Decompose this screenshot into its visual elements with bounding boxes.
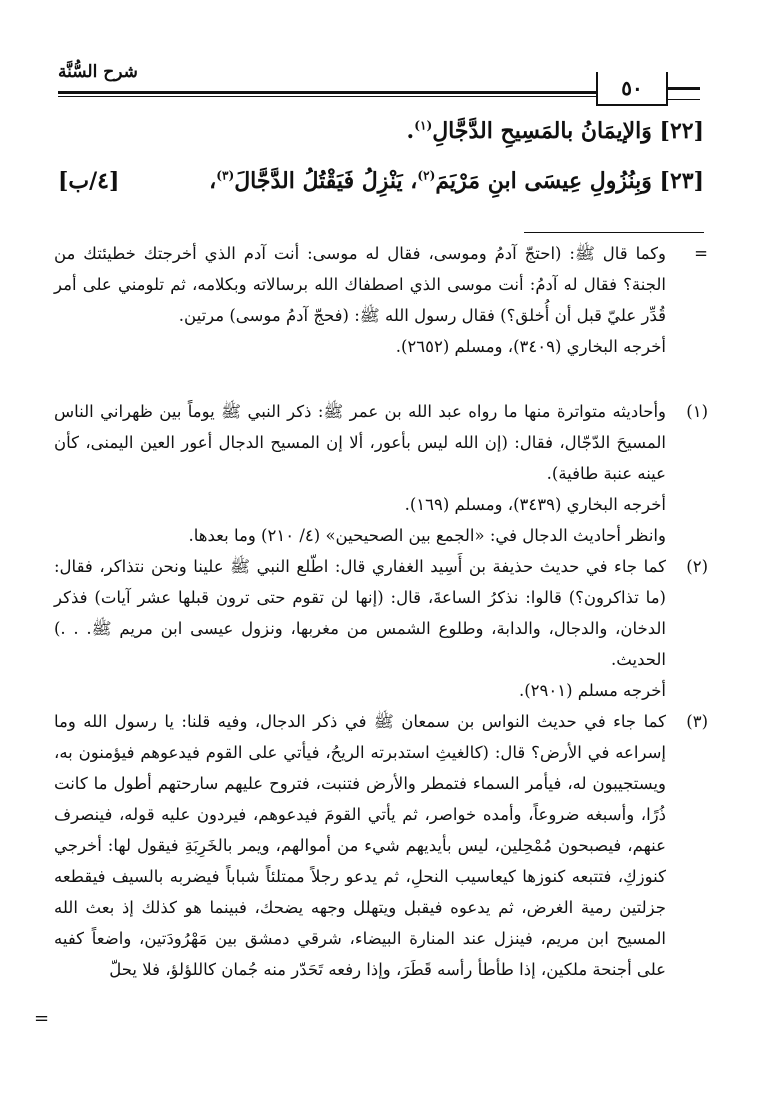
footnote-separator: [524, 232, 704, 233]
footnote-ref-1[interactable]: (١): [414, 118, 433, 133]
footnote-1: [54, 396, 708, 551]
footnote-paragraph: كما جاء في حديث حذيفة بن أَسِيد الغفاري قال: اطّلع النبي ﷺ علينا ونحن نتذاكر، فقال: (ما تذاكرون؟) قالوا: نذكرُ الساعةَ، قال: (إنها لن تقوم حتى ترون قبلها عشر آيات) فذكر الدخان، والدجال، والدابة، وطلوع الشمس من مغربها، ونزول عيسى ابن مريم ﷺ. . .) الحديث.: [54, 557, 666, 669]
main-line-22: [٢٢] وَالإيمَانُ بالمَسِيحِ الدَّجَّالِ$^{(١)}$.: [406, 118, 704, 144]
footnote-paragraph: وكما قال ﷺ: (احتجّ آدمُ وموسى، فقال له موسى: أنت آدم الذي أخرجتك خطيئتك من الجنة؟ فقال له آدمُ: أنت موسى الذي اصطفاك الله برسالاته وبكلامه، ثم تلومني على أمر قُدِّر عليّ قبل أن أُخلق؟) فقال رسول الله ﷺ: (فحجّ آدمُ موسى) مرتين.: [54, 244, 666, 325]
footnote-ref-3[interactable]: (٣): [216, 168, 235, 183]
footnote-2: [54, 551, 708, 706]
footnote-paragraph: وأحاديثه متواترة منها ما رواه عبد الله بن عمر ﷺ: ذكر النبي ﷺ يوماً بين ظهراني الناس المسيحَ الدّجّال، فقال: (إن الله ليس بأعور، ألا إن المسيح الدجال أعور العين اليمنى، كأن عينه عنبة طافية).: [54, 402, 666, 483]
footnote-continued-mark: =: [694, 244, 708, 263]
continues-mark: =: [34, 1008, 50, 1029]
main-line-23: [58, 168, 704, 194]
footnote-continued: [54, 238, 708, 362]
footnote-3: [54, 706, 708, 985]
main-text-23c: ،: [209, 168, 217, 194]
header-rule: [58, 91, 662, 94]
footnote-body: [54, 551, 666, 706]
footnote-citation: أخرجه مسلم (٢٩٠١).: [518, 681, 666, 700]
footnote-body: [54, 706, 666, 985]
footnote-ref-2[interactable]: (٢): [417, 168, 436, 183]
running-header-title: شرح السُّنَّة: [58, 62, 138, 82]
main-text-23a: [٢٣] وَبِنُزُولِ عِيسَى ابنِ مَرْيَمَ: [435, 168, 704, 194]
header-rule-thin: [58, 96, 662, 97]
footnote-body: [54, 396, 666, 551]
footnote-citation: أخرجه البخاري (٣٤٠٩)، ومسلم (٢٦٥٢).: [395, 337, 666, 356]
footnote-body: [54, 238, 666, 362]
footnote-2-number: (٢): [686, 557, 708, 576]
main-text-22: [٢٢] وَالإيمَانُ بالمَسِيحِ الدَّجَّالِ: [432, 118, 704, 144]
footnote-3-number: (٣): [686, 712, 708, 731]
manuscript-page-ref: [٤/ب]: [58, 168, 120, 194]
footnote-reference: وانظر أحاديث الدجال في: «الجمع بين الصحيحين» (٤/ ٢١٠) وما بعدها.: [188, 526, 666, 545]
page-number-ornament: [666, 87, 700, 100]
footnote-paragraph: كما جاء في حديث النواس بن سمعان ﷺ في ذكر الدجال، وفيه قلنا: يا رسول الله وما إسراعه في الأرض؟ قال: (كالغيثِ استدبرته الريحُ، فيأتي على القوم فيدعوهم فيؤمنون به، ويستجيبون له، فيأمر السماء فتمطر والأرض فتنبت، فتروح عليهم سارحتهم أطول ما كانت ذُرًا، وأسبغه ضروعاً، وأمده خواصر، ثم يأتي القومَ فيدعوهم، فيردون عليه قوله، فينصرف عنهم، فيصبحون مُمْحِلين، ليس بأيديهم شيء من أموالهم، ويمر بالخَرِبَةِ فيقول لها: أخرجي كنوزكِ، فتتبعه كنوزها كيعاسيب النحلِ، ثم يدعو رجلاً ممتلئاً شباباً فيضربه بالسيف فيقطعه جزلتين رمية الغرض، ثم يدعوه فيقبل ويتهلل وجهه يضحك، فبينما هو كذلك إذ بعث الله المسيح ابن مريم، فينزل عند المنارة البيضاء، شرقي دمشق بين مَهْرُودَتين، واضعاً كفيه على أجنحة ملكين، إذا طأطأ رأسه قَطَرَ، وإذا رفعه تَحَدّر منه جُمان كاللؤلؤ، فلا يحلّ: [54, 712, 666, 979]
page-number: ٥٠: [596, 72, 668, 106]
main-text-23b: ، يَنْزِلُ فَيَقْتُلُ الدَّجَّالَ: [234, 168, 418, 194]
footnote-1-number: (١): [686, 402, 708, 421]
footnote-citation: أخرجه البخاري (٣٤٣٩)، ومسلم (١٦٩).: [404, 495, 666, 514]
